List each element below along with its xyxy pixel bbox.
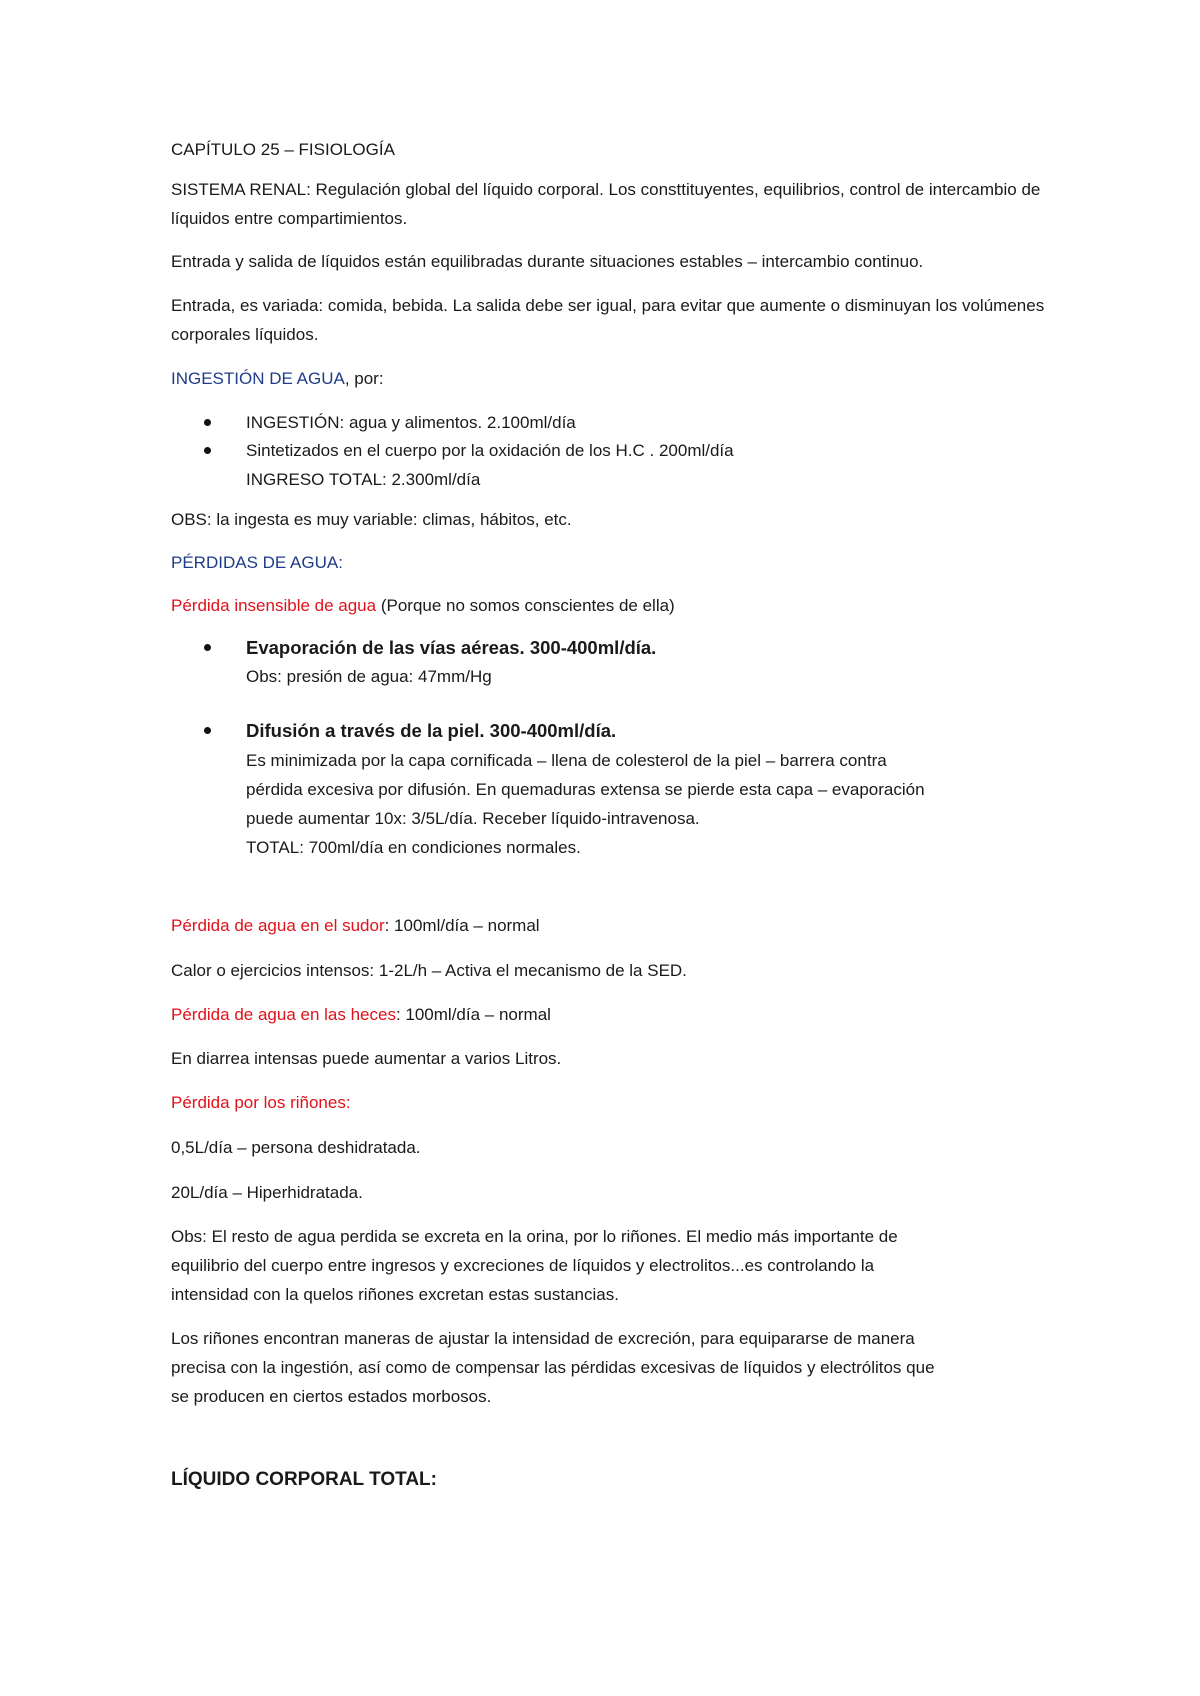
difusion-line-text: pérdida excesiva por difusión. En quemaduras extensa se pierde esta capa – evaporación [246,780,925,799]
rinones-line-1: Los riñones encontran maneras de ajustar la intensidad de excreción, para equipararse de manera [171,1329,915,1348]
ingestion-obs: OBS: la ingesta es muy variable: climas, hábitos, etc. [171,510,572,529]
bullet-icon [204,419,211,426]
difusion-line-text: TOTAL: 700ml/día en condiciones normales. [246,838,581,857]
rinones-line-2: precisa con la ingestión, así como de compensar las pérdidas excesivas de líquidos y electrólitos que [171,1358,935,1377]
rinones-line-3: se producen en ciertos estados morbosos. [171,1387,492,1406]
insensible-note: (Porque no somos conscientes de ella) [376,596,675,615]
ingestion-item-text: Sintetizados en el cuerpo por la oxidación de los H.C . 200ml/día [246,441,734,460]
rinones-heading: Pérdida por los riñones: [171,1093,351,1112]
ingestion-total-text: INGRESO TOTAL: 2.300ml/día [246,470,481,489]
ingestion-heading: INGESTIÓN DE AGUA [171,369,345,388]
difusion-title: Difusión a través de la piel. 300-400ml/día. [246,720,617,741]
bullet-icon [204,727,211,734]
difusion-line-text: puede aumentar 10x: 3/5L/día. Receber líquido-intravenosa. [246,809,700,828]
intro-paragraph-1: SISTEMA RENAL: Regulación global del líquido corporal. Los consttituyentes, equilibrios, control de intercambio de líquidos entre compartimientos. [171,180,1041,228]
insensible-line [171,591,1081,620]
sudor-line [171,911,1081,940]
chapter-title: CAPÍTULO 25 – FISIOLOGÍA [171,140,395,159]
diarrea-line: En diarrea intensas puede aumentar a varios Litros. [171,1049,562,1068]
bullet-icon [204,447,211,454]
intro-paragraph-2: Entrada y salida de líquidos están equilibradas durante situaciones estables – intercambio continuo. [171,252,924,271]
bullet-icon [204,644,211,651]
hiperhidratada-line: 20L/día – Hiperhidratada. [171,1183,363,1202]
obs-line-2: equilibrio del cuerpo entre ingresos y excreciones de líquidos y electrolitos...es controlando la [171,1256,875,1275]
intro-paragraph-3: Entrada, es variada: comida, bebida. La salida debe ser igual, para evitar que aumente o disminuyan los volúmenes corporales líquidos. [171,296,1045,344]
obs-line-3: intensidad con la quelos riñones excretan estas sustancias. [171,1285,619,1304]
ingestion-heading-line [171,364,1081,393]
insensible-label: Pérdida insensible de agua [171,596,377,615]
obs-line-1: Obs: El resto de agua perdida se excreta en la orina, por lo riñones. El medio más importante de [171,1227,898,1246]
heces-value: : 100ml/día – normal [395,1005,551,1024]
perdidas-heading: PÉRDIDAS DE AGUA: [171,553,343,572]
sudor-label: Pérdida de agua en el sudor [171,916,385,935]
difusion-line-text: Es minimizada por la capa cornificada – llena de colesterol de la piel – barrera contra [246,751,887,770]
evaporacion-title: Evaporación de las vías aéreas. 300-400ml/día. [246,637,657,658]
heces-label: Pérdida de agua en las heces [171,1005,396,1024]
evaporacion-obs: Obs: presión de agua: 47mm/Hg [246,667,492,686]
calor-line: Calor o ejercicios intensos: 1-2L/h – Activa el mecanismo de la SED. [171,961,687,980]
deshidratada-line: 0,5L/día – persona deshidratada. [171,1138,421,1157]
sudor-value: : 100ml/día – normal [384,916,540,935]
ingestion-item-text: INGESTIÓN: agua y alimentos. 2.100ml/día [246,413,576,432]
ingestion-heading-suffix: , por: [344,369,384,388]
final-heading: LÍQUIDO CORPORAL TOTAL: [171,1469,437,1490]
heces-line [171,1000,1081,1029]
